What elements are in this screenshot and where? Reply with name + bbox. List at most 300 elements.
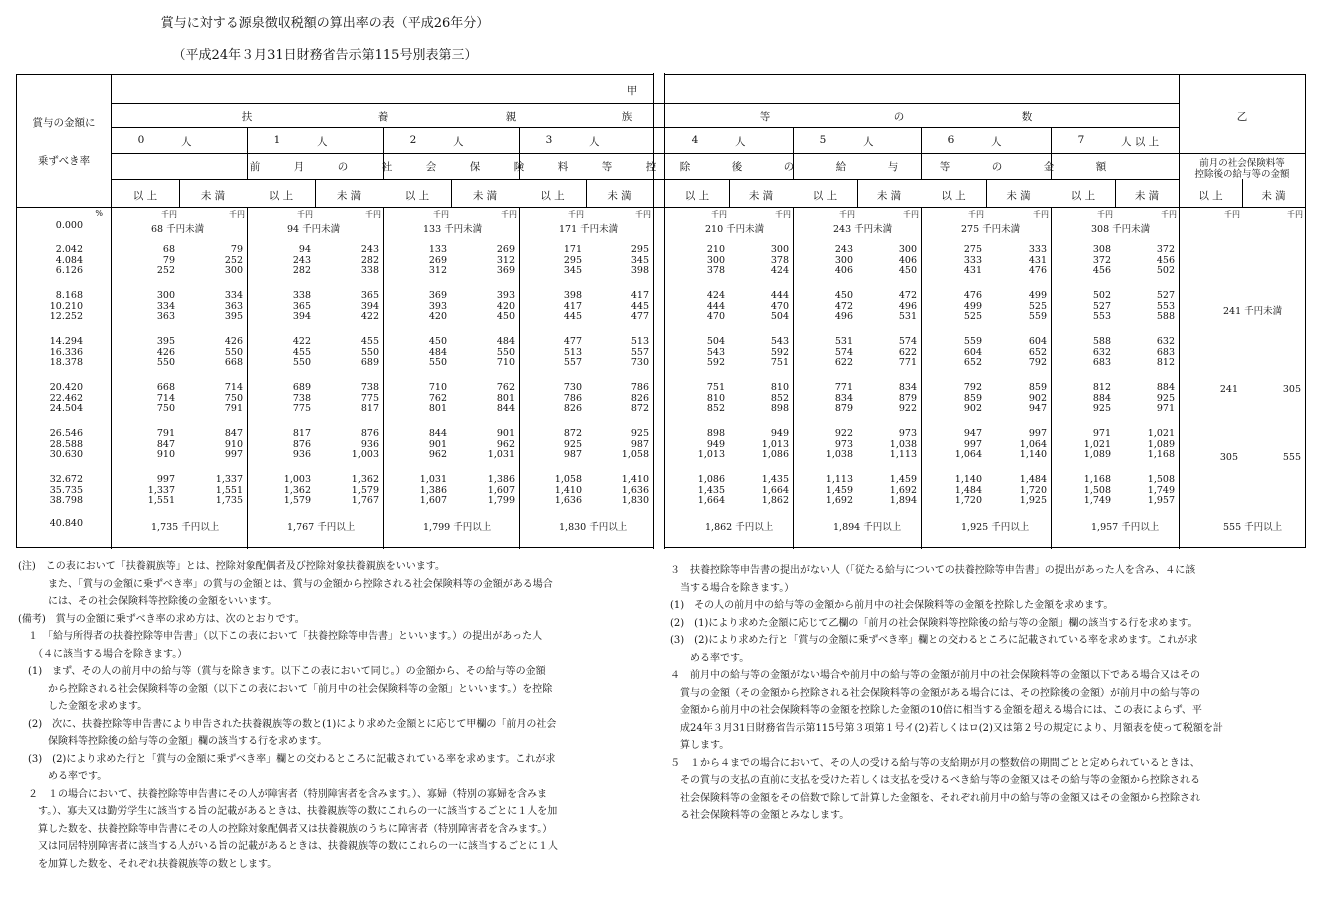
first-row-cell: 308 千円未満	[1091, 224, 1151, 235]
ijo-label: 以 上	[132, 190, 158, 202]
table-cell: 902	[1028, 392, 1047, 404]
rate-value: 35.735	[49, 484, 83, 496]
table-cell: 1,435	[697, 484, 725, 496]
table-cell: 470	[706, 311, 725, 322]
table-cell: 997	[1028, 428, 1047, 439]
rate-value: 24.504	[49, 403, 83, 414]
table-cell: 1,607	[487, 484, 515, 496]
table-cell: 1,031	[419, 474, 447, 485]
unit-senen: 千円	[1287, 210, 1303, 219]
table-cell: 668	[224, 357, 243, 368]
rate-value: 32.672	[49, 474, 83, 485]
prev-month-char: 後	[731, 161, 743, 173]
table-cell: 997	[963, 438, 982, 450]
header-tou-char: 数	[1021, 111, 1033, 123]
header-line	[17, 207, 1305, 208]
miman-label: 未 満	[748, 190, 774, 202]
table-cell: 910	[156, 449, 175, 460]
table-cell: 531	[834, 336, 853, 347]
table-cell: 1,551	[147, 495, 175, 506]
table-cell: 710	[428, 382, 447, 393]
miman-label: 未 満	[607, 190, 632, 202]
table-cell: 365	[360, 290, 379, 301]
table-cell: 502	[1092, 290, 1111, 301]
table-cell: 1,013	[697, 449, 725, 460]
table-cell: 751	[770, 357, 789, 368]
table-cell: 876	[292, 438, 311, 450]
table-cell: 1,749	[1083, 495, 1111, 506]
header-fuyo-char: 族	[621, 111, 633, 123]
table-cell: 997	[156, 474, 175, 485]
table-cell: 1,038	[825, 449, 853, 460]
header-line	[111, 103, 1179, 104]
table-cell: 588	[1156, 311, 1175, 322]
table-cell: 470	[770, 300, 789, 312]
table-cell: 455	[292, 346, 311, 358]
table-cell: 1,362	[283, 484, 311, 496]
table-cell: 834	[834, 392, 853, 404]
dependent-count: 2	[409, 134, 417, 146]
table-cell: 1,410	[621, 474, 649, 485]
table-cell: 714	[156, 392, 175, 404]
table-cell: 477	[630, 311, 649, 322]
table-cell: 574	[834, 346, 853, 358]
table-cell: 406	[834, 265, 853, 276]
dependent-count-unit: 人	[863, 136, 874, 148]
table-cell: 1,720	[954, 495, 982, 506]
table-cell: 456	[1092, 265, 1111, 276]
table-cell: 898	[770, 403, 789, 414]
rate-value: 10.210	[49, 300, 83, 312]
table-cell: 936	[292, 449, 311, 460]
ko-label: 甲	[626, 85, 638, 97]
table-cell: 444	[770, 290, 789, 301]
table-cell: 775	[292, 403, 311, 414]
prev-month-char: 与	[887, 161, 899, 173]
miman-label: 未 満	[876, 190, 902, 202]
ijo-label: 以 上	[1198, 190, 1223, 202]
table-cell: 1,337	[215, 474, 243, 485]
table-cell: 852	[706, 403, 725, 414]
table-cell: 1,925	[1019, 495, 1047, 506]
table-cell: 925	[1092, 403, 1111, 414]
table-cell: 872	[563, 428, 582, 439]
table-cell: 553	[1092, 311, 1111, 322]
first-row-cell: 133 千円未満	[423, 224, 483, 235]
table-cell: 426	[156, 346, 175, 358]
table-cell: 683	[1156, 346, 1175, 358]
table-cell: 445	[630, 300, 649, 312]
table-cell: 369	[496, 265, 515, 276]
header-line	[1179, 153, 1305, 154]
table-cell: 243	[360, 244, 379, 255]
table-cell: 527	[1092, 300, 1111, 312]
table-cell: 550	[292, 357, 311, 368]
table-cell: 1,086	[697, 474, 725, 485]
table-cell: 922	[834, 428, 853, 439]
table-cell: 592	[770, 346, 789, 358]
table-cell: 395	[156, 336, 175, 347]
unit-senen: 千円	[1224, 210, 1240, 219]
table-cell: 426	[224, 336, 243, 347]
table-cell: 762	[428, 392, 447, 404]
table-cell: 372	[1156, 244, 1175, 255]
prev-month-char: 前	[249, 161, 261, 173]
rate-value: 40.840	[49, 518, 83, 529]
table-cell: 997	[224, 449, 243, 460]
prev-month-char: 控	[645, 161, 657, 173]
table-cell: 312	[496, 254, 515, 266]
table-cell: 771	[898, 357, 917, 368]
table-cell: 1,484	[1019, 474, 1047, 485]
miman-label: 未 満	[1261, 190, 1286, 202]
table-cell: 456	[1156, 254, 1175, 266]
table-cell: 308	[1092, 244, 1111, 255]
table-cell: 791	[224, 403, 243, 414]
table-cell: 300	[156, 290, 175, 301]
table-cell: 472	[898, 290, 917, 301]
table-cell: 750	[224, 392, 243, 404]
table-cell: 817	[360, 403, 379, 414]
table-cell: 714	[224, 382, 243, 393]
table-cell: 1,038	[889, 438, 917, 450]
unit-senen: 千円	[568, 210, 584, 219]
table-cell: 450	[496, 311, 515, 322]
table-cell: 872	[630, 403, 649, 414]
table-cell: 420	[496, 300, 515, 312]
table-cell: 499	[1028, 290, 1047, 301]
first-row-cell: 68 千円未満	[151, 224, 205, 235]
rate-value: 0.000	[55, 220, 83, 231]
table-cell: 243	[292, 254, 311, 266]
col-line	[921, 127, 922, 179]
table-cell: 1,031	[487, 449, 515, 460]
table-cell: 504	[706, 336, 725, 347]
table-cell: 925	[1156, 392, 1175, 404]
table-cell: 574	[898, 336, 917, 347]
otsu-cell: 305	[1219, 452, 1238, 463]
ijo-label: 以 上	[1070, 190, 1096, 202]
table-cell: 550	[360, 346, 379, 358]
header-fuyo-char: 親	[505, 111, 517, 123]
table-cell: 962	[428, 449, 447, 460]
table-cell: 420	[428, 311, 447, 322]
table-cell: 936	[360, 438, 379, 450]
table-cell: 1,551	[215, 484, 243, 496]
table-cell: 422	[360, 311, 379, 322]
otsu-sub-1: 前月の社会保険料等	[1199, 158, 1285, 169]
prev-month-char: の	[783, 161, 795, 173]
rate-header-1: 賞与の金額に	[32, 117, 96, 129]
dependent-count: 6	[947, 134, 955, 146]
table-cell: 1,113	[825, 474, 853, 485]
dependent-count: 5	[819, 134, 827, 146]
table-cell: 689	[360, 357, 379, 368]
otsu-cell: 305	[1282, 384, 1301, 395]
table-cell: 834	[898, 382, 917, 393]
table-cell: 730	[563, 382, 582, 393]
table-cell: 450	[428, 336, 447, 347]
table-cell: 424	[770, 265, 789, 276]
table-cell: 592	[706, 357, 725, 368]
otsu-label: 乙	[1236, 111, 1248, 123]
table-cell: 252	[156, 265, 175, 276]
table-cell: 372	[1092, 254, 1111, 266]
table-cell: 902	[963, 403, 982, 414]
rate-value: 14.294	[49, 336, 83, 347]
table-cell: 363	[224, 300, 243, 312]
table-cell: 513	[563, 346, 582, 358]
table-cell: 884	[1092, 392, 1111, 404]
table-cell: 345	[563, 265, 582, 276]
ijo-label: 以 上	[941, 190, 966, 202]
rate-value: 12.252	[49, 311, 83, 322]
table-cell: 962	[496, 438, 515, 450]
rate-value: 16.336	[49, 346, 83, 358]
last-row-cell: 1,735 千円以上	[151, 522, 220, 533]
table-cell: 550	[496, 346, 515, 358]
header-line	[111, 127, 1179, 128]
table-cell: 683	[1092, 357, 1111, 368]
percent-unit: %	[95, 209, 103, 218]
last-row-cell: 1,957 千円以上	[1091, 522, 1160, 533]
table-cell: 987	[563, 449, 582, 460]
table-cell: 987	[630, 438, 649, 450]
unit-senen: 千円	[839, 210, 855, 219]
dependent-count-unit: 人	[317, 136, 328, 148]
table-cell: 730	[630, 357, 649, 368]
table-cell: 269	[496, 244, 515, 255]
first-row-cell: 210 千円未満	[705, 224, 765, 235]
table-cell: 394	[292, 311, 311, 322]
prev-month-char: 金	[1043, 161, 1055, 173]
last-row-cell: 1,862 千円以上	[705, 522, 774, 533]
table-cell: 792	[1028, 357, 1047, 368]
table-cell: 971	[1092, 428, 1111, 439]
table-cell: 1,894	[889, 495, 917, 506]
table-cell: 79	[162, 254, 175, 266]
table-cell: 1,168	[1083, 474, 1111, 485]
miman-label: 未 満	[336, 190, 362, 202]
header-line	[111, 153, 1179, 154]
unit-senen: 千円	[365, 210, 381, 219]
otsu-cell: 241	[1219, 384, 1238, 395]
table-cell: 1,003	[283, 474, 311, 485]
table-cell: 604	[1028, 336, 1047, 347]
table-cell: 632	[1156, 336, 1175, 347]
table-cell: 801	[428, 403, 447, 414]
table-cell: 269	[428, 254, 447, 266]
otsu-cell: 555 千円以上	[1223, 522, 1283, 533]
table-cell: 622	[834, 357, 853, 368]
table-cell: 559	[1028, 311, 1047, 322]
table-cell: 1,459	[889, 474, 917, 485]
ijo-label: 以 上	[540, 190, 565, 202]
table-cell: 922	[898, 403, 917, 414]
prev-month-char: 除	[679, 161, 691, 173]
first-row-cell: 94 千円未満	[287, 224, 341, 235]
prev-month-char: 保	[469, 161, 481, 173]
table-cell: 1,064	[1019, 438, 1047, 450]
table-cell: 455	[360, 336, 379, 347]
unit-senen: 千円	[161, 210, 177, 219]
rate-value: 8.168	[55, 290, 83, 301]
dependent-count: 4	[691, 134, 699, 146]
otsu-sub-2: 控除後の給与等の金額	[1194, 169, 1290, 180]
rate-value: 20.420	[49, 382, 83, 393]
unit-senen: 千円	[297, 210, 313, 219]
prev-month-char: 会	[425, 161, 437, 173]
table-cell: 810	[706, 392, 725, 404]
table-cell: 550	[156, 357, 175, 368]
table-cell: 1,579	[351, 484, 379, 496]
table-cell: 1,021	[1147, 428, 1175, 439]
table-cell: 1,636	[621, 484, 649, 496]
table-cell: 786	[630, 382, 649, 393]
table-cell: 295	[563, 254, 582, 266]
table-cell: 1,664	[697, 495, 725, 506]
table-cell: 1,799	[487, 495, 515, 506]
table-cell: 791	[156, 428, 175, 439]
table-cell: 947	[963, 428, 982, 439]
table-cell: 300	[834, 254, 853, 266]
table-cell: 393	[428, 300, 447, 312]
otsu-cell: 241 千円未満	[1223, 306, 1283, 317]
table-cell: 300	[770, 244, 789, 255]
table-cell: 338	[360, 265, 379, 276]
table-cell: 422	[292, 336, 311, 347]
table-cell: 445	[563, 311, 582, 322]
table-cell: 398	[630, 265, 649, 276]
table-cell: 502	[1156, 265, 1175, 276]
table-cell: 1,013	[761, 438, 789, 450]
table-cell: 365	[292, 300, 311, 312]
table-cell: 751	[706, 382, 725, 393]
first-row-cell: 171 千円未満	[559, 224, 619, 235]
table-cell: 1,749	[1147, 484, 1175, 496]
table-cell: 801	[496, 392, 515, 404]
table-cell: 826	[563, 403, 582, 414]
table-cell: 476	[963, 290, 982, 301]
rate-value: 26.546	[49, 428, 83, 439]
table-cell: 844	[496, 403, 515, 414]
table-cell: 1,386	[487, 474, 515, 485]
table-cell: 1,058	[554, 474, 582, 485]
miman-label: 未 満	[1134, 190, 1160, 202]
rate-value: 38.798	[49, 495, 83, 506]
table-cell: 1,089	[1147, 438, 1175, 450]
table-cell: 750	[156, 403, 175, 414]
table-cell: 1,058	[621, 449, 649, 460]
table-cell: 450	[834, 290, 853, 301]
table-cell: 1,957	[1147, 495, 1175, 506]
table-cell: 300	[898, 244, 917, 255]
table-cell: 476	[1028, 265, 1047, 276]
table-cell: 406	[898, 254, 917, 266]
table-cell: 792	[963, 382, 982, 393]
table-cell: 1,140	[1019, 449, 1047, 460]
table-cell: 559	[963, 336, 982, 347]
unit-senen: 千円	[711, 210, 727, 219]
table-cell: 876	[360, 428, 379, 439]
table-cell: 1,508	[1083, 484, 1111, 496]
table-cell: 550	[224, 346, 243, 358]
table-cell: 282	[360, 254, 379, 266]
table-cell: 925	[630, 428, 649, 439]
table-cell: 504	[770, 311, 789, 322]
table-cell: 1,636	[554, 495, 582, 506]
table-cell: 333	[1028, 244, 1047, 255]
table-cell: 527	[1156, 290, 1175, 301]
dependent-count: 1	[273, 134, 281, 146]
first-row-cell: 243 千円未満	[833, 224, 893, 235]
table-cell: 133	[428, 244, 447, 255]
table-cell: 652	[963, 357, 982, 368]
table-cell: 1,692	[889, 484, 917, 496]
table-cell: 424	[706, 290, 725, 301]
table-cell: 1,664	[761, 484, 789, 496]
otsu-cell: 555	[1282, 452, 1301, 463]
table-cell: 378	[706, 265, 725, 276]
table-cell: 947	[1028, 403, 1047, 414]
table-cell: 847	[224, 428, 243, 439]
table-cell: 1,484	[954, 484, 982, 496]
miman-label: 未 満	[472, 190, 498, 202]
table-cell: 810	[770, 382, 789, 393]
table-cell: 369	[428, 290, 447, 301]
unit-senen: 千円	[903, 210, 919, 219]
table-cell: 363	[156, 311, 175, 322]
dependent-count-unit: 人	[181, 136, 192, 148]
table-cell: 925	[563, 438, 582, 450]
table-cell: 378	[770, 254, 789, 266]
notes-left: (注) この表において「扶養親族等」とは、控除対象配偶者及び控除対象扶養親族をいいます。 また、「賞与の金額に乗ずべき率」の賞与の金額とは、賞与の金額から控除される社会保険料等の金額がある場合 には、その社会保険料等控除後の金額をいいます。 (備考) 賞与の金額に乗ずべき率の求め方は、次のとおりです。 １ 「給与所得者の扶養控除等申告書」（以下この表において「扶養控除等申告書」といいます。）の提出があった人 （４に該当する場合を除きます。） (1) まず、その人の前月中の給与等（賞与を除きます。以下この表において同じ。）の金額から、その給与等の金額 から控除される社会保険料等の金額（以下この表において「前月中の社会保険料等の金額」といいます。）を控除 した金額を求めます。 (2) 次に、扶養控除等申告書により申告された扶養親族等の数と(1)により求めた金額とに応じて甲欄の「前月の社会 保険料等控除後の給与等の金額」欄の該当する行を求めます。 (3) (2)により求めた行と「賞与の金額に乗ずべき率」欄との交わるところに記載されている率を求めます。これが求 める率です。 ２ １の場合において、扶養控除等申告書にその人が障害者（特別障害者を含みます。）、寡婦（特別の寡婦を含みま す。）、寡夫又は勤労学生に該当する旨の記載があるときは、扶養親族等の数にこれらの一に該当するごとに１人を加 算した数を、扶養控除等申告書にその人の控除対象配偶者又は扶養親族のうちに障害者（特別障害者を含みます。） 又は同居特別障害者に該当する人がいる旨の記載があるときは、扶養親族等の数にこれらの一に該当するごとに１人 を加算した数を、それぞれ扶養親族等の数とします。	[18, 561, 558, 870]
table-cell: 1,692	[825, 495, 853, 506]
table-cell: 513	[630, 336, 649, 347]
table-cell: 1,862	[761, 495, 789, 506]
table-cell: 300	[224, 265, 243, 276]
ijo-label: 以 上	[268, 190, 294, 202]
table-cell: 1,021	[1083, 438, 1111, 450]
table-cell: 632	[1092, 346, 1111, 358]
table-title: 賞与に対する源泉徴収税額の算出率の表（平成26年分）	[160, 16, 490, 31]
table-cell: 1,410	[554, 484, 582, 496]
table-cell: 652	[1028, 346, 1047, 358]
table-cell: 295	[630, 244, 649, 255]
table-subtitle: （平成24年３月31日財務省告示第115号別表第三）	[172, 48, 478, 63]
unit-senen: 千円	[229, 210, 245, 219]
table-cell: 949	[770, 428, 789, 439]
table-cell: 394	[360, 300, 379, 312]
table-cell: 738	[292, 392, 311, 404]
table-cell: 1,140	[954, 474, 982, 485]
last-row-cell: 1,925 千円以上	[961, 522, 1030, 533]
table-cell: 898	[706, 428, 725, 439]
table-cell: 1,086	[761, 449, 789, 460]
table-cell: 859	[963, 392, 982, 404]
table-cell: 910	[224, 438, 243, 450]
prev-month-char: の	[337, 161, 349, 173]
table-cell: 1,767	[351, 495, 379, 506]
header-line	[111, 179, 1179, 180]
table-cell: 901	[496, 428, 515, 439]
ijo-label: 以 上	[404, 190, 430, 202]
dependent-count: 3	[545, 134, 553, 146]
table-cell: 484	[496, 336, 515, 347]
table-cell: 345	[630, 254, 649, 266]
table-cell: 1,720	[1019, 484, 1047, 496]
table-cell: 1,830	[621, 495, 649, 506]
